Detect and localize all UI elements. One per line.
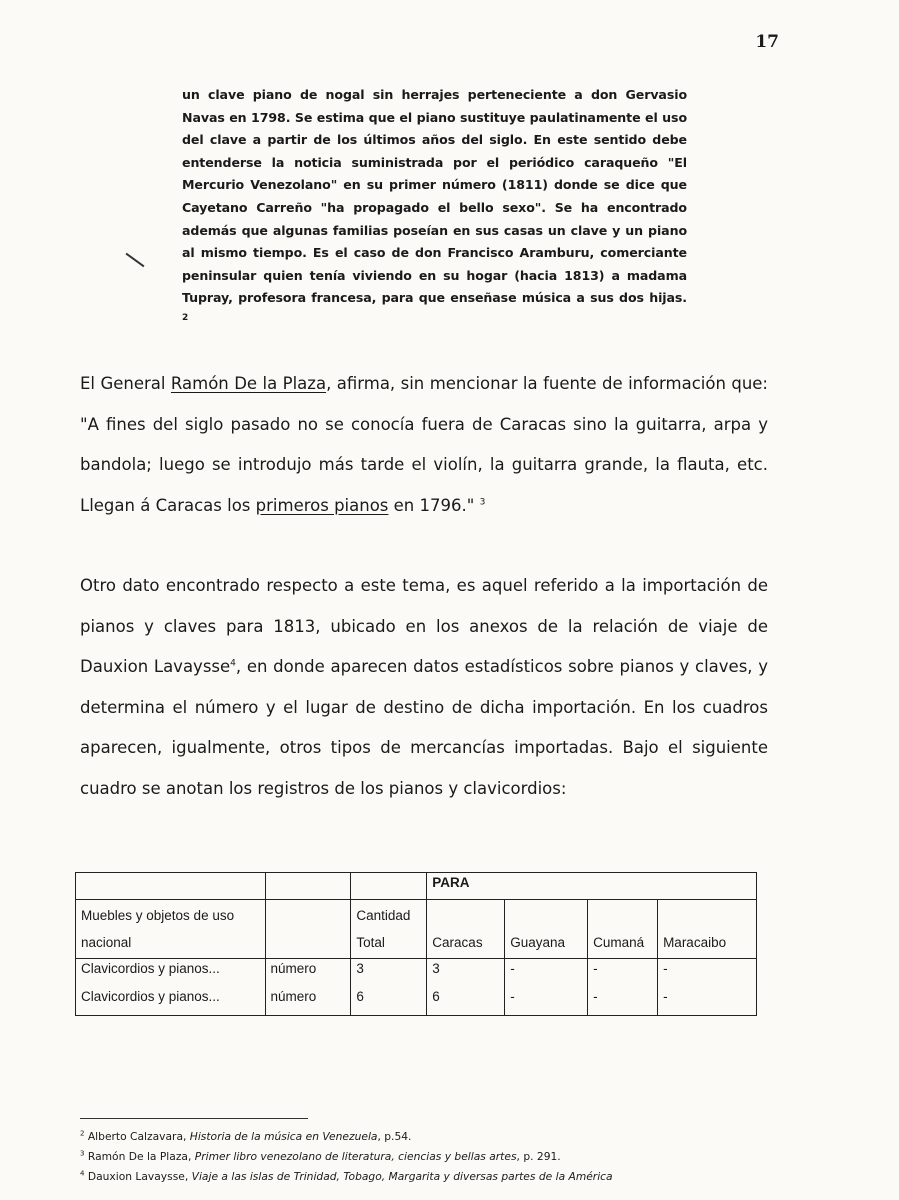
quote-paragraph: [182, 84, 687, 333]
footnotes: [80, 1127, 800, 1187]
table-group-header-row: [76, 873, 757, 900]
row-maracaibo: -: [658, 987, 757, 1016]
handwritten-mark: [126, 253, 145, 268]
table-cell: [76, 873, 266, 900]
footnote-title: Historia de la música en Venezuela: [189, 1130, 378, 1143]
row-cumana: -: [588, 959, 658, 988]
header-cantidad: [351, 900, 427, 959]
underlined-phrase: primeros pianos: [255, 495, 389, 515]
table-cell: [265, 900, 351, 959]
row-item: Clavicordios y pianos...: [76, 987, 266, 1016]
footnote-rest: , p. 291.: [516, 1150, 561, 1163]
footnote-author: Alberto Calzavara,: [87, 1130, 190, 1143]
paragraph-2-start: Otro dato encontrado respecto a este tema, es aquel referido a la importación de pianos y claves para 1813, ubicado en los anexos de la relación de viaje de Dauxion Lavaysse: [80, 576, 768, 676]
header-cantidad-top: Cantidad: [356, 908, 411, 923]
footnote-number: 4: [80, 1169, 85, 1178]
table-header-row: [76, 900, 757, 959]
table-cell: [265, 873, 351, 900]
footnote-ref-3: 3: [479, 497, 486, 507]
row-caracas: 6: [427, 987, 505, 1016]
row-guayana: -: [505, 959, 588, 988]
paragraph-1: [80, 364, 768, 526]
paragraph-2: [80, 566, 768, 809]
row-guayana: -: [505, 987, 588, 1016]
header-cumana-label: Cumaná: [593, 935, 645, 950]
paragraph-1-text: [80, 364, 768, 526]
row-item: Clavicordios y pianos...: [76, 959, 266, 988]
row-maracaibo: -: [658, 959, 757, 988]
quote-text: un clave piano de nogal sin herrajes perteneciente a don Gervasio Navas en 1798. Se estima que el piano sustituye paulatinamente el uso del clave a partir de los últimos años del siglo. En este sentido debe entenderse la noticia suministrada por el periódico caraqueño "El Mercurio Venezolano" en su primer número (1811) donde se dice que Cayetano Carreño "ha propagado el bello sexo". Se ha encontrado además que algunas familias poseían en sus casas un clave y un piano al mismo tiempo. Es el caso de don Francisco Aramburu, comerciante peninsular quien tenía viviendo en su hogar (hacia 1813) a madama Tupray, profesora francesa, para que enseñase música a sus dos hijas.: [182, 87, 687, 306]
header-guayana-label: Guayana: [510, 935, 565, 950]
footnote-ref-4: 4: [230, 658, 236, 669]
paragraph-1-end: en 1796.": [388, 495, 475, 515]
header-caracas: [427, 900, 505, 959]
row-cumana: -: [588, 987, 658, 1016]
row-total: 3: [351, 959, 427, 988]
page-number: 17: [755, 32, 779, 52]
import-table: [75, 872, 757, 1016]
table-row: [76, 959, 757, 988]
header-cantidad-bottom: Total: [356, 935, 385, 950]
footnote-ref-2: 2: [182, 312, 189, 323]
footnote-title: Primer libro venezolano de literatura, ciencias y bellas artes: [194, 1150, 517, 1163]
header-muebles: Muebles y objetos de uso nacional: [76, 900, 266, 959]
footnote-3: [80, 1147, 800, 1167]
row-unit: número: [265, 987, 351, 1016]
footnote-2: [80, 1127, 800, 1147]
footnote-divider: [80, 1118, 308, 1119]
row-unit: número: [265, 959, 351, 988]
row-total: 6: [351, 987, 427, 1016]
footnote-title: Viaje a las islas de Trinidad, Tobago, Margarita y diversas partes de la América: [191, 1170, 613, 1183]
footnote-rest: , p.54.: [377, 1130, 412, 1143]
para-header: PARA: [427, 873, 757, 900]
footnote-author: Dauxion Lavaysse,: [87, 1170, 192, 1183]
author-name: Ramón De la Plaza: [170, 374, 327, 393]
paragraph-1-start: El General: [80, 374, 171, 393]
header-caracas-label: Caracas: [432, 935, 483, 950]
header-maracaibo-label: Maracaibo: [663, 935, 727, 950]
paragraph-1-quote: , afirma, sin mencionar la fuente de información que: "A fines del siglo pasado no se conocía fuera de Caracas sino la guitarra, arpa y bandola; luego se introdujo más tarde el violín, la guitarra grande, la flauta, etc. Llegan á Caracas los: [80, 374, 768, 515]
paragraph-2-end: , en donde aparecen datos estadísticos sobre pianos y claves, y determina el número y el lugar de destino de dicha importación. En los cuadros aparecen, igualmente, otros tipos de mercancías importadas. Bajo el siguiente cuadro se anotan los registros de los pianos y clavicordios:: [80, 657, 768, 798]
table-cell: [351, 873, 427, 900]
footnote-number: 3: [80, 1149, 85, 1158]
footnote-4: [80, 1167, 800, 1187]
block-quote: [182, 84, 687, 333]
header-maracaibo: [658, 900, 757, 959]
footnote-author: Ramón De la Plaza,: [87, 1150, 195, 1163]
footnote-number: 2: [80, 1129, 85, 1138]
paragraph-2-text: [80, 566, 768, 809]
row-caracas: 3: [427, 959, 505, 988]
table-row: [76, 987, 757, 1016]
header-cumana: [588, 900, 658, 959]
header-guayana: [505, 900, 588, 959]
